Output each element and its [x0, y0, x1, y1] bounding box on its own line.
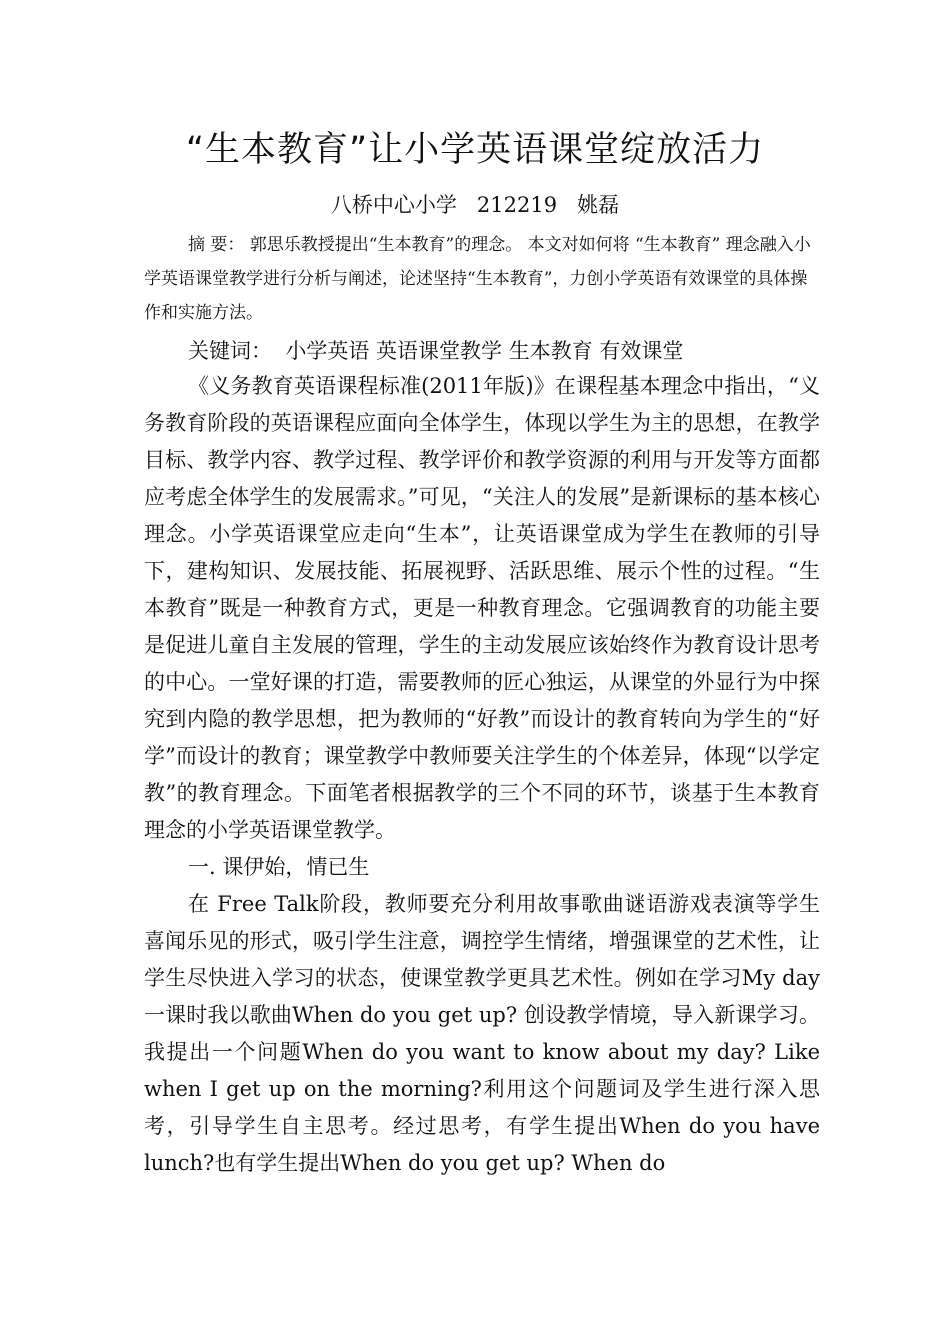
document-title: “生本教育”让小学英语课堂绽放活力	[185, 130, 765, 170]
abstract	[144, 228, 824, 330]
abstract-text: 摘 要： 郭思乐教授提出“生本教育”的理念。 本文对如何将 “生本教育” 理念融入小学英语课堂教学进行分析与阐述，论述坚持“生本教育”，力创小学英语有效课堂的具体操作和实施方法。	[144, 235, 811, 323]
author-byline: 八桥中心小学 212219 姚磊	[330, 193, 620, 217]
keywords-line: 关键词： 小学英语 英语课堂教学 生本教育 有效课堂	[188, 339, 684, 363]
body-text	[144, 368, 820, 1182]
section-heading: 一. 课伊始，情已生	[188, 855, 370, 879]
paragraph-free-talk: 在 Free Talk阶段，教师要充分利用故事歌曲谜语游戏表演等学生喜闻乐见的形式，吸引学生注意，调控学生情绪，增强课堂的艺术性，让学生尽快进入学习的状态，使课堂教学更具艺术性。例如在学习My day 一课时我以歌曲When do you get up? 创设教学情境，导入新课学习。我提出一个问题When do you want to know about my day? Like when I get up on the morning?利用这个问题词及学生进行深入思考，引导学生自主思考。经过思考，有学生提出When do you have lunch?也有学生提出When do you get up? When do	[144, 892, 820, 1175]
paragraph-intro: 《义务教育英语课程标准(2011年版)》在课程基本理念中指出，“义务教育阶段的英语课程应面向全体学生，体现以学生为主的思想，在教学目标、教学内容、教学过程、教学评价和教学资源的利用与开发等方面都应考虑全体学生的发展需求。”可见，“关注人的发展”是新课标的基本核心理念。小学英语课堂应走向“生本”，让英语课堂成为学生在教师的引导下，建构知识、发展技能、拓展视野、活跃思维、展示个性的过程。“生本教育”既是一种教育方式，更是一种教育理念。它强调教育的功能主要是促进儿童自主发展的管理，学生的主动发展应该始终作为教育设计思考的中心。一堂好课的打造，需要教师的匠心独运，从课堂的外显行为中探究到内隐的教学思想，把为教师的“好教”而设计的教育转向为学生的“好学”而设计的教育；课堂教学中教师要关注学生的个体差异，体现“以学定教”的教育理念。下面笔者根据教学的三个不同的环节，谈基于生本教育理念的小学英语课堂教学。	[144, 374, 821, 842]
